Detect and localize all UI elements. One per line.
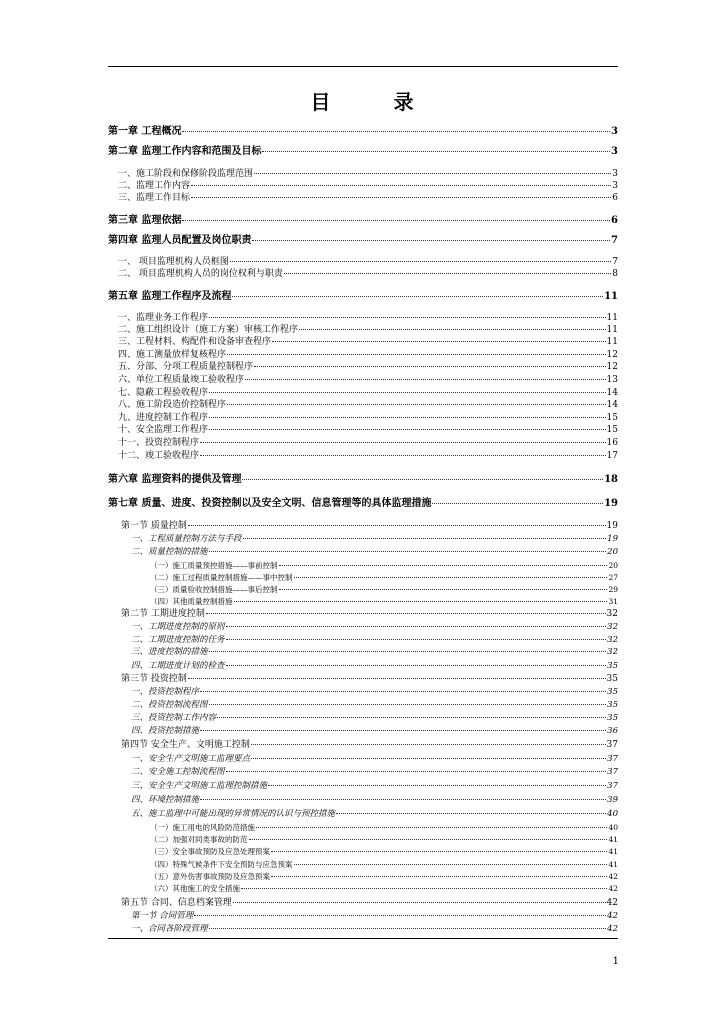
toc-entry-page: 40 <box>607 809 618 819</box>
toc-entry[interactable] <box>118 324 618 336</box>
toc-entry-title: 一、监理业务工作程序 <box>118 313 209 323</box>
toc-entry-title: 二、工期进度控制的任务 <box>131 635 225 645</box>
toc-leader-dots <box>226 665 607 666</box>
toc-entry-page: 3 <box>611 146 618 157</box>
toc-entry[interactable] <box>118 168 618 180</box>
toc-leader-dots <box>252 240 610 241</box>
toc-entry-title: （六）其他施工的安全措施 <box>150 884 240 893</box>
toc-entry-page: 35 <box>607 661 618 671</box>
toc-entry-title: 一、合同各阶段管理 <box>131 924 208 934</box>
toc-entry-page: 11 <box>606 337 618 347</box>
toc-entry[interactable] <box>118 374 618 386</box>
toc-entry[interactable] <box>108 474 618 486</box>
toc-entry[interactable] <box>118 424 618 436</box>
toc-entry-page: 37 <box>607 781 618 791</box>
toc-entry[interactable] <box>131 766 618 778</box>
toc-leader-dots <box>200 691 606 692</box>
toc-leader-dots <box>251 758 606 759</box>
toc-entry-title: （一）施工质量预控措施——事前控制 <box>150 561 278 570</box>
toc-leader-dots <box>226 639 607 640</box>
toc-entry[interactable] <box>150 596 618 608</box>
toc-entry[interactable] <box>131 699 618 711</box>
toc-entry[interactable] <box>118 387 618 399</box>
toc-entry-page: 20 <box>607 547 618 557</box>
toc-entry-page: 27 <box>608 573 618 582</box>
toc-entry-page: 11 <box>604 291 618 302</box>
toc-entry-title: 二、监理工作内容 <box>118 181 191 191</box>
toc-entry[interactable] <box>121 897 618 909</box>
toc-entry-title: 三、安全生产文明施工监理控制措施 <box>131 781 268 791</box>
toc-entry-title: 二、质量控制的措施 <box>131 547 208 557</box>
toc-entry[interactable] <box>131 686 618 698</box>
toc-entry-page: 3 <box>611 126 618 137</box>
toc-entry[interactable] <box>108 235 618 247</box>
toc-entry[interactable] <box>131 794 618 806</box>
toc-entry[interactable] <box>131 753 618 765</box>
toc-entry[interactable] <box>108 146 618 158</box>
toc-leader-dots <box>209 551 607 552</box>
toc-entry-title: 一、安全生产文明施工监理要点 <box>131 754 251 764</box>
toc-leader-dots <box>226 626 607 627</box>
toc-entry-title: 一、投资控制程序 <box>131 687 200 697</box>
toc-entry-page: 19 <box>604 498 618 509</box>
toc-entry-title: 第四节 安全生产、文明施工控制 <box>121 740 250 750</box>
toc-entry[interactable] <box>150 822 618 834</box>
toc-entry-page: 32 <box>607 647 618 657</box>
footer-rule <box>108 938 618 939</box>
toc-entry-title: 第七章 质量、进度、投资控制以及安全文明、信息管理等的具体监理措施 <box>108 498 432 509</box>
toc-entry-page: 35 <box>606 674 618 684</box>
page-title: 目 录 <box>310 90 442 114</box>
toc-entry[interactable] <box>121 673 618 685</box>
toc-entry[interactable] <box>131 712 618 724</box>
toc-entry-title: 二、安全施工控制流程图 <box>131 767 225 777</box>
page-number: 1 <box>612 956 619 967</box>
toc-leader-dots <box>294 864 608 865</box>
toc-entry-title: （二）施工过程质量控制措施——事中控制 <box>150 573 293 582</box>
toc-entry-page: 3 <box>612 181 618 191</box>
toc-leader-dots <box>254 366 606 367</box>
toc-leader-dots <box>272 341 606 342</box>
toc-entry-title: 十二、竣工验收程序 <box>118 451 200 461</box>
toc-entry-page: 15 <box>606 425 618 435</box>
toc-entry-page: 31 <box>608 597 618 606</box>
toc-entry[interactable] <box>118 336 618 348</box>
toc-entry[interactable] <box>131 546 618 558</box>
toc-entry-page: 32 <box>607 622 618 632</box>
toc-entry[interactable] <box>150 560 618 572</box>
toc-entry-title: 五、分部、分项工程质量控制程序 <box>118 362 254 372</box>
toc-leader-dots <box>245 379 606 380</box>
toc-leader-dots <box>254 173 611 174</box>
toc-leader-dots <box>262 151 610 152</box>
toc-entry-title: （三）质量验收控制措施——事后控制 <box>150 585 278 594</box>
toc-leader-dots <box>242 479 603 480</box>
toc-entry[interactable] <box>131 660 618 672</box>
toc-entry-page: 14 <box>606 400 618 410</box>
toc-entry[interactable] <box>118 450 618 462</box>
toc-entry-title: 七、隐蔽工程验收程序 <box>118 388 209 398</box>
toc-leader-dots <box>279 565 608 566</box>
toc-leader-dots <box>188 678 606 679</box>
toc-entry-page: 39 <box>607 795 618 805</box>
toc-entry-page: 12 <box>606 362 618 372</box>
toc-entry[interactable] <box>118 349 618 361</box>
toc-entry[interactable] <box>131 621 618 633</box>
toc-entry-page: 40 <box>608 823 618 832</box>
toc-leader-dots <box>209 417 606 418</box>
toc-entry-page: 37 <box>607 767 618 777</box>
toc-entry-title: 第一章 工程概况 <box>108 126 182 137</box>
toc-leader-dots <box>209 392 606 393</box>
toc-leader-dots <box>251 744 606 745</box>
toc-leader-dots <box>182 220 610 221</box>
toc-entry-page: 32 <box>607 635 618 645</box>
toc-leader-dots <box>294 577 608 578</box>
toc-entry-page: 35 <box>607 687 618 697</box>
toc-leader-dots <box>217 717 606 718</box>
toc-entry[interactable] <box>118 192 618 204</box>
toc-entry-page: 17 <box>606 451 618 461</box>
toc-entry-title: （四）特殊气候条件下安全预防与应急预案 <box>150 860 293 869</box>
toc-entry-title: 八、施工阶段造价控制程序 <box>118 400 227 410</box>
toc-leader-dots <box>200 799 606 800</box>
toc-leader-dots <box>209 317 606 318</box>
toc-entry-title: 四、工期进度计划的检查 <box>131 661 225 671</box>
toc-leader-dots <box>209 429 606 430</box>
toc-entry-title: 一、施工阶段和保修阶段监理范围 <box>118 169 254 179</box>
toc-entry[interactable] <box>108 291 618 303</box>
toc-entry-title: 一、 项目监理机构人员框图 <box>118 257 229 267</box>
toc-entry[interactable] <box>118 312 618 324</box>
toc-entry-title: 三、进度控制的措施 <box>131 647 208 657</box>
toc-entry[interactable] <box>108 126 618 138</box>
toc-entry-page: 11 <box>606 313 618 323</box>
toc-entry[interactable] <box>131 634 618 646</box>
toc-entry-title: 四、施工测量放样复核程序 <box>118 350 227 360</box>
toc-entry[interactable] <box>118 412 618 424</box>
toc-entry-page: 37 <box>606 740 618 750</box>
toc-entry-page: 32 <box>606 609 618 619</box>
toc-entry-page: 41 <box>608 847 618 856</box>
toc-entry-title: 第三节 投资控制 <box>121 674 187 684</box>
toc-entry-title: 九、进度控制工作程序 <box>118 413 209 423</box>
toc-leader-dots <box>232 296 603 297</box>
toc-leader-dots <box>188 525 606 526</box>
toc-entry-page: 6 <box>611 215 618 226</box>
toc-entry-page: 8 <box>612 269 618 279</box>
toc-entry[interactable] <box>118 268 618 280</box>
toc-entry-page: 37 <box>607 754 618 764</box>
toc-entry-title: 一、工期进度控制的原则 <box>131 622 225 632</box>
toc-entry-page: 42 <box>608 884 618 893</box>
toc-entry-title: （一）施工用电的风险防范措施 <box>150 823 255 832</box>
toc-entry-page: 35 <box>607 700 618 710</box>
toc-leader-dots <box>200 442 606 443</box>
toc-entry[interactable] <box>131 923 618 935</box>
toc-entry-page: 18 <box>604 474 618 485</box>
toc-entry-page: 7 <box>612 257 618 267</box>
toc-entry[interactable] <box>118 256 618 268</box>
toc-entry-page: 19 <box>607 534 618 544</box>
toc-entry[interactable] <box>131 808 618 820</box>
toc-leader-dots <box>432 503 603 504</box>
toc-entry[interactable] <box>121 608 618 620</box>
toc-leader-dots <box>191 185 611 186</box>
toc-leader-dots <box>200 730 606 731</box>
toc-entry-title: 二、投资控制流程图 <box>131 700 208 710</box>
toc-entry[interactable] <box>108 215 618 227</box>
toc-leader-dots <box>230 261 611 262</box>
toc-entry-title: 四、环境控制措施 <box>131 795 200 805</box>
toc-entry[interactable] <box>131 910 618 922</box>
toc-entry[interactable] <box>118 180 618 192</box>
toc-entry-title: 一、工程质量控制方法与手段 <box>131 534 242 544</box>
toc-leader-dots <box>209 704 607 705</box>
toc-entry-page: 36 <box>607 726 618 736</box>
toc-entry-page: 42 <box>608 872 618 881</box>
toc-entry-title: 第五节 合同、信息档案管理 <box>121 898 232 908</box>
toc-entry-title: 第三章 监理依据 <box>108 215 182 226</box>
toc-leader-dots <box>209 928 607 929</box>
toc-entry-title: 二、施工组织设计（施工方案）审核工作程序 <box>118 325 299 335</box>
toc-leader-dots <box>194 915 606 916</box>
toc-leader-dots <box>299 329 606 330</box>
toc-entry-page: 35 <box>607 713 618 723</box>
toc-entry-title: 第一节 质量控制 <box>121 521 187 531</box>
toc-leader-dots <box>200 455 606 456</box>
toc-leader-dots <box>271 851 607 852</box>
toc-leader-dots <box>206 613 606 614</box>
toc-entry-page: 14 <box>606 388 618 398</box>
toc-entry-title: 三、投资控制工作内容 <box>131 713 217 723</box>
toc-entry-title: 十、安全监理工作程序 <box>118 425 209 435</box>
toc-entry-title: 第六章 监理资料的提供及管理 <box>108 474 242 485</box>
toc-entry-title: 第一节 合同管理 <box>131 911 194 921</box>
toc-entry[interactable] <box>118 437 618 449</box>
toc-entry-page: 15 <box>606 413 618 423</box>
toc-entry-title: 第五章 监理工作程序及流程 <box>108 291 232 302</box>
toc-leader-dots <box>182 131 610 132</box>
toc-entry[interactable] <box>150 859 618 871</box>
toc-entry-page: 42 <box>607 911 618 921</box>
toc-entry[interactable] <box>118 399 618 411</box>
toc-leader-dots <box>241 888 607 889</box>
toc-entry-title: 六、单位工程质量竣工验收程序 <box>118 375 245 385</box>
toc-leader-dots <box>209 651 607 652</box>
toc-entry-page: 29 <box>608 585 618 594</box>
toc-entry[interactable] <box>150 871 618 883</box>
toc-leader-dots <box>234 601 608 602</box>
toc-leader-dots <box>249 839 608 840</box>
toc-entry-title: 四、投资控制措施 <box>131 726 200 736</box>
toc-entry-title: （五）意外伤害事故预防及应急预案 <box>150 872 270 881</box>
toc-leader-dots <box>279 589 608 590</box>
toc-entry-page: 41 <box>608 835 618 844</box>
toc-leader-dots <box>226 771 607 772</box>
toc-entry-page: 6 <box>612 193 618 203</box>
toc-entry-title: 十一、投资控制程序 <box>118 438 200 448</box>
toc-entry-page: 42 <box>606 898 618 908</box>
toc-entry-page: 12 <box>606 350 618 360</box>
toc-entry-page: 3 <box>612 169 618 179</box>
toc-leader-dots <box>227 404 606 405</box>
toc-leader-dots <box>284 273 611 274</box>
toc-leader-dots <box>271 876 607 877</box>
toc-entry-title: （四）其他质量控制措施 <box>150 597 233 606</box>
toc-entry-page: 11 <box>606 325 618 335</box>
toc-entry[interactable] <box>108 498 618 510</box>
toc-leader-dots <box>256 827 607 828</box>
toc-entry-title: （三）安全事故预防及应急处理预案 <box>150 847 270 856</box>
toc-entry-title: 第二节 工期进度控制 <box>121 609 205 619</box>
toc-entry[interactable] <box>131 646 618 658</box>
toc-leader-dots <box>233 902 606 903</box>
toc-entry[interactable] <box>150 846 618 858</box>
toc-leader-dots <box>191 197 611 198</box>
toc-leader-dots <box>268 785 606 786</box>
toc-entry[interactable] <box>121 520 618 532</box>
toc-entry[interactable] <box>150 883 618 895</box>
toc-entry[interactable] <box>118 361 618 373</box>
toc-entry[interactable] <box>150 834 618 846</box>
toc-entry[interactable] <box>150 584 618 596</box>
toc-entry-page: 42 <box>607 924 618 934</box>
toc-entry-page: 41 <box>608 860 618 869</box>
toc-entry-title: 第四章 监理人员配置及岗位职责 <box>108 235 252 246</box>
toc-entry-title: 五、施工监理中可能出现的异常情况的认识与预控措施 <box>131 809 336 819</box>
toc-entry[interactable] <box>121 739 618 751</box>
toc-entry-title: 三、工程材料、构配件和设备审查程序 <box>118 337 272 347</box>
toc-leader-dots <box>336 813 606 814</box>
toc-leader-dots <box>243 538 607 539</box>
toc-entry[interactable] <box>131 780 618 792</box>
toc-entry-page: 20 <box>608 561 618 570</box>
toc-entry[interactable] <box>131 725 618 737</box>
toc-leader-dots <box>227 354 606 355</box>
toc-entry-title: 第二章 监理工作内容和范围及目标 <box>108 146 262 157</box>
toc-entry-page: 19 <box>606 521 618 531</box>
toc-entry-title: 二、 项目监理机构人员的岗位权利与职责 <box>118 269 283 279</box>
toc-entry-title: （二）加强对同类事故的防范 <box>150 835 248 844</box>
toc-entry-page: 16 <box>606 438 618 448</box>
toc-entry-title: 三、监理工作目标 <box>118 193 191 203</box>
toc-entry[interactable] <box>150 572 618 584</box>
toc-entry-page: 13 <box>606 375 618 385</box>
toc-entry-page: 7 <box>611 235 618 246</box>
toc-entry[interactable] <box>131 533 618 545</box>
